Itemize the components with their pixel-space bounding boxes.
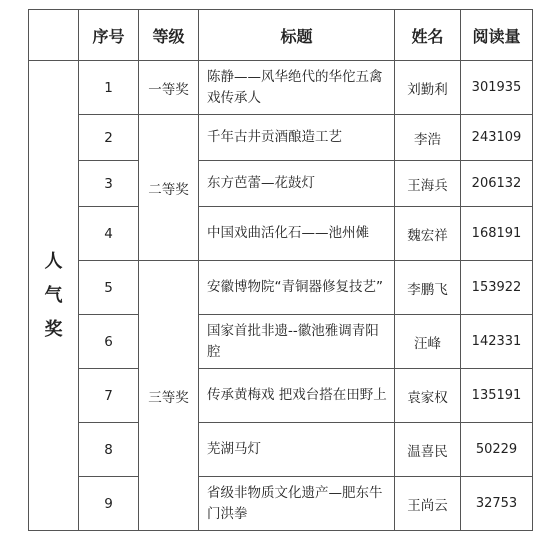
row-name: 王尚云 (395, 477, 461, 531)
row-title: 国家首批非遗--徽池雅调青阳腔 (199, 315, 395, 369)
row-no: 4 (79, 207, 139, 261)
table-row (29, 315, 533, 369)
award-level-first: 一等奖 (139, 61, 199, 115)
row-no: 8 (79, 423, 139, 477)
row-reads: 243109 (461, 115, 533, 161)
row-reads: 135191 (461, 369, 533, 423)
header-blank (29, 10, 79, 61)
row-name: 李浩 (395, 115, 461, 161)
row-name: 汪峰 (395, 315, 461, 369)
row-name: 刘勤利 (395, 61, 461, 115)
table-row (29, 477, 533, 531)
row-name: 魏宏祥 (395, 207, 461, 261)
category-label (29, 61, 79, 531)
row-reads: 301935 (461, 61, 533, 115)
row-reads: 50229 (461, 423, 533, 477)
row-title: 东方芭蕾—花鼓灯 (199, 161, 395, 207)
award-level-second: 二等奖 (139, 115, 199, 261)
row-no: 2 (79, 115, 139, 161)
row-title: 陈静——风华绝代的华佗五禽戏传承人 (199, 61, 395, 115)
row-title: 中国戏曲活化石——池州傩 (199, 207, 395, 261)
award-level-third: 三等奖 (139, 261, 199, 531)
row-name: 袁家权 (395, 369, 461, 423)
table-row (29, 61, 533, 115)
category-char: 奖 (44, 318, 63, 340)
category-char: 气 (44, 284, 63, 306)
row-no: 1 (79, 61, 139, 115)
table-row (29, 115, 533, 161)
category-char: 人 (44, 250, 63, 272)
row-title: 千年古井贡酒酿造工艺 (199, 115, 395, 161)
row-no: 5 (79, 261, 139, 315)
header-level: 等级 (139, 10, 199, 61)
row-reads: 153922 (461, 261, 533, 315)
table-row (29, 261, 533, 315)
row-name: 李鹏飞 (395, 261, 461, 315)
row-title: 芜湖马灯 (199, 423, 395, 477)
header-name: 姓名 (395, 10, 461, 61)
table-row (29, 423, 533, 477)
row-reads: 32753 (461, 477, 533, 531)
row-no: 9 (79, 477, 139, 531)
row-no: 6 (79, 315, 139, 369)
row-reads: 142331 (461, 315, 533, 369)
row-reads: 168191 (461, 207, 533, 261)
row-no: 7 (79, 369, 139, 423)
row-title: 传承黄梅戏 把戏台搭在田野上 (199, 369, 395, 423)
row-title: 省级非物质文化遗产—肥东牛门洪拳 (199, 477, 395, 531)
header-reads: 阅读量 (461, 10, 533, 61)
header-seq: 序号 (79, 10, 139, 61)
row-no: 3 (79, 161, 139, 207)
row-title: 安徽博物院“青铜器修复技艺” (199, 261, 395, 315)
row-name: 王海兵 (395, 161, 461, 207)
header-title: 标题 (199, 10, 395, 61)
table-row (29, 207, 533, 261)
row-reads: 206132 (461, 161, 533, 207)
awards-table (28, 9, 533, 531)
table-row (29, 161, 533, 207)
header-row (29, 10, 533, 61)
table-row (29, 369, 533, 423)
row-name: 温喜民 (395, 423, 461, 477)
